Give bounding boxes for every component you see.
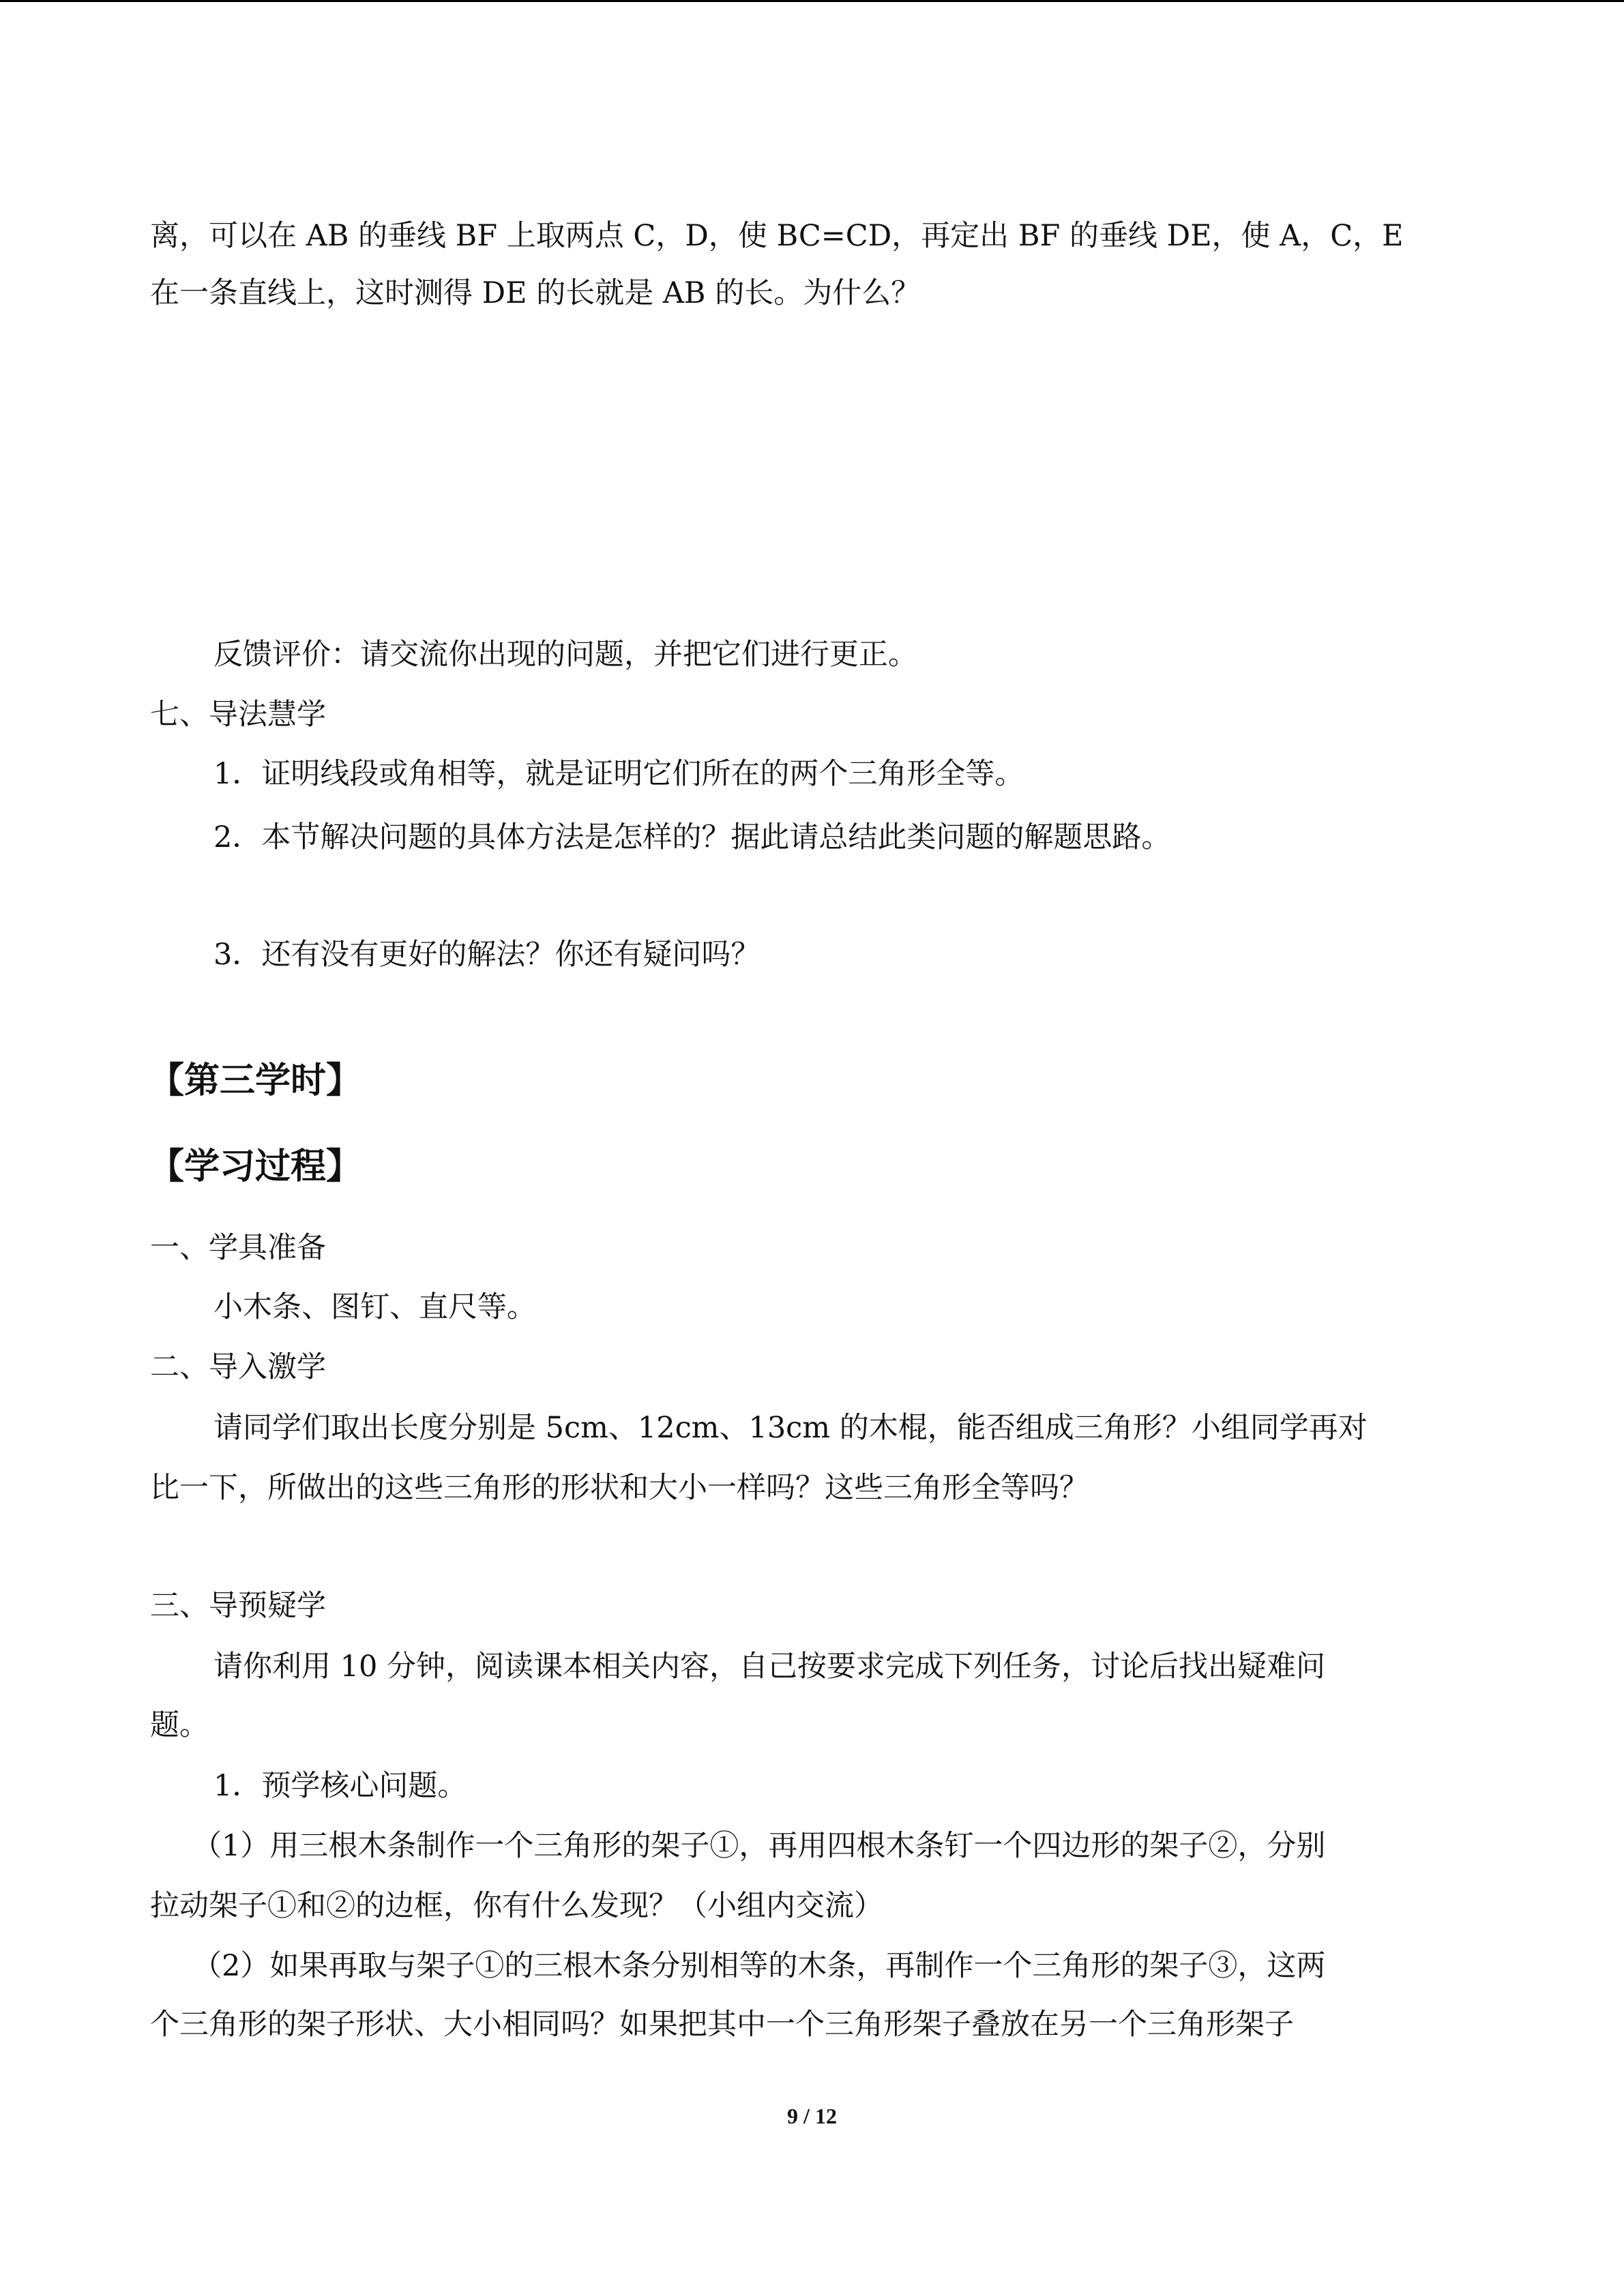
paragraph-line: 请同学们取出长度分别是 5cm、12cm、13cm 的木棍，能否组成三角形？小组同学再对 xyxy=(213,1411,1368,1445)
paragraph-line: 个三角形的架子形状、大小相同吗？如果把其中一个三角形架子叠放在另一个三角形架子 xyxy=(150,2008,1294,2042)
section-title: 七、导法慧学 xyxy=(150,698,326,732)
paragraph-line: 题。 xyxy=(150,1708,209,1742)
section-title: 三、导预疑学 xyxy=(150,1589,326,1623)
feedback-line: 反馈评价：请交流你出现的问题，并把它们进行更正。 xyxy=(213,638,917,672)
list-item: 1．预学核心问题。 xyxy=(213,1769,467,1803)
section-title: 一、学具准备 xyxy=(150,1231,326,1265)
process-heading: 【学习过程】 xyxy=(149,1146,362,1187)
paragraph-line: 比一下，所做出的这些三角形的形状和大小一样吗？这些三角形全等吗？ xyxy=(150,1471,1089,1505)
top-border-line xyxy=(0,0,1624,2)
lesson-heading: 【第三学时】 xyxy=(149,1060,362,1101)
list-item: 2．本节解决问题的具体方法是怎样的？据此请总结此类问题的解题思路。 xyxy=(213,820,1171,854)
paragraph-line: 离，可以在 AB 的垂线 BF 上取两点 C，D，使 BC=CD，再定出 BF 的垂线 DE，使 A，C，E xyxy=(150,219,1404,253)
list-item: 1．证明线段或角相等，就是证明它们所在的两个三角形全等。 xyxy=(213,757,1024,791)
paragraph-line: 小木条、图钉、直尺等。 xyxy=(213,1290,536,1324)
paragraph-line: 请你利用 10 分钟，阅读课本相关内容，自己按要求完成下列任务，讨论后找出疑难问 xyxy=(213,1650,1326,1684)
paragraph-line: 拉动架子①和②的边框，你有什么发现？（小组内交流） xyxy=(150,1889,883,1923)
paragraph-line: （2）如果再取与架子①的三根木条分别相等的木条，再制作一个三角形的架子③，这两 xyxy=(192,1949,1326,1983)
list-item: 3．还有没有更好的解法？你还有疑问吗？ xyxy=(213,938,761,972)
paragraph-line: 在一条直线上，这时测得 DE 的长就是 AB 的长。为什么？ xyxy=(150,276,921,310)
paragraph-line: （1）用三根木条制作一个三角形的架子①，再用四根木条钉一个四边形的架子②，分别 xyxy=(192,1829,1326,1863)
page-number: 9 / 12 xyxy=(787,2104,837,2128)
section-title: 二、导入激学 xyxy=(150,1350,326,1384)
